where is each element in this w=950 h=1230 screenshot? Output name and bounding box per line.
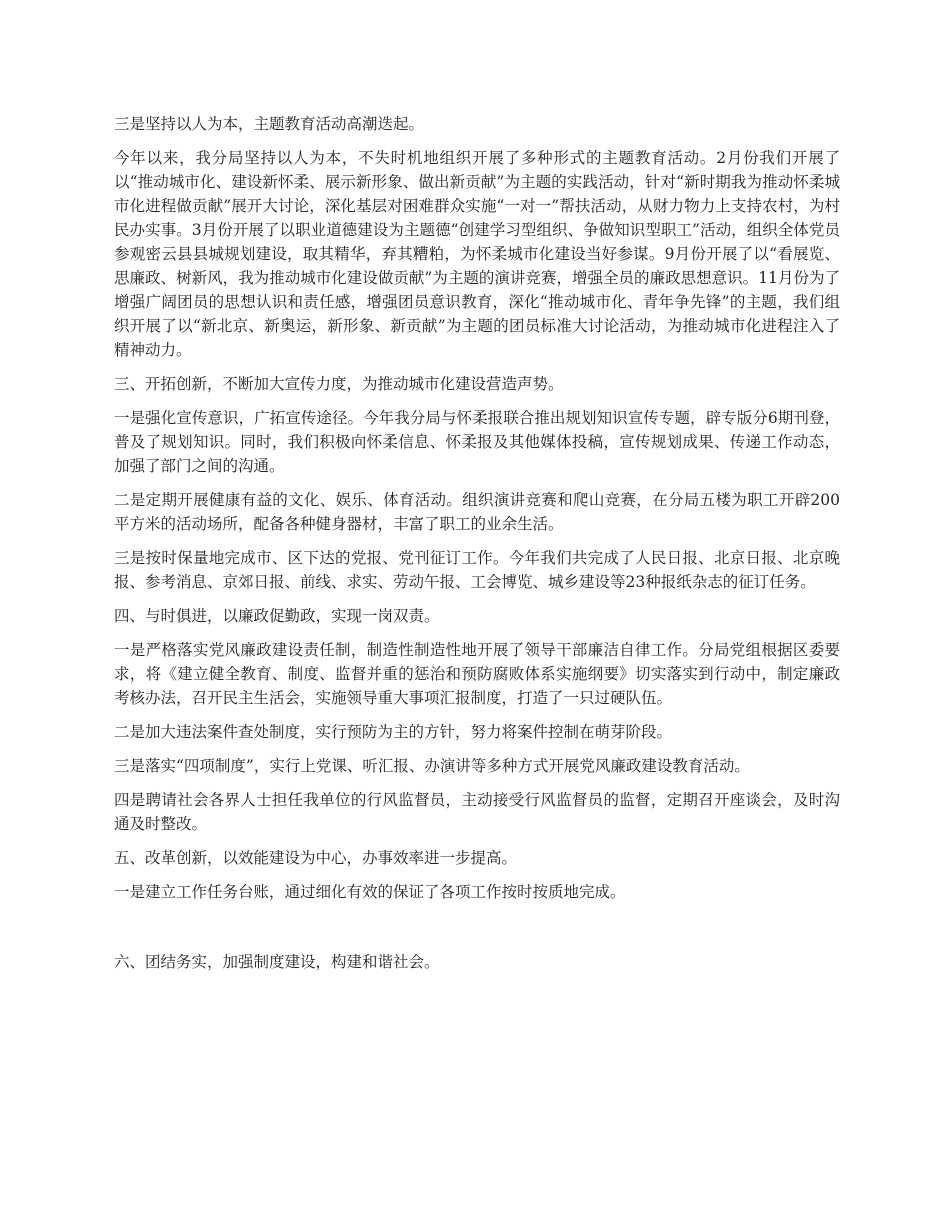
paragraph-2: 今年以来，我分局坚持以人为本，不失时机地组织开展了多种形式的主题教育活动。2月份我们开展了以“推动城市化、建设新怀柔、展示新形象、做出新贡献”为主题的实践活动，针对“新时期我为推动怀柔城市化进程做贡献”展开大讨论，深化基层对困难群众实施“一对一”帮扶活动，从财力物力上支持农村，为村民办实事。3月份开展了以职业道德建设为主题德“创建学习型组织、争做知识型职工”活动，组织全体党员参观密云县县城规划建设，取其精华，弃其糟粕，为怀柔城市化建设当好参谋。9月份开展了以“看展览、思廉政、树新风，我为推动城市化建设做贡献”为主题的演讲竞赛，增强全员的廉政思想意识。11月份为了增强广阔团员的思想认识和责任感，增强团员意识教育，深化“推动城市化、青年争先锋”的主题，我们组织开展了以“新北京、新奥运，新形象、新贡献”为主题的团员标准大讨论活动，为推动城市化进程注入了精神动力。 [114, 149, 840, 359]
section-heading-5: 五、改革创新，以效能建设为中心，办事效率进一步提高。 [114, 849, 518, 867]
section-heading-3: 三、开拓创新，不断加大宣传力度，为推动城市化建设营造声势。 [114, 375, 564, 393]
paragraph-6: 三是按时保量地完成市、区下达的党报、党刊征订工作。今年我们共完成了人民日报、北京日报、北京晚报、参考消息、京郊日报、前线、求实、劳动午报、工会博览、城乡建设等23种报纸杂志的征订任务。 [114, 549, 840, 591]
document-body [114, 112, 840, 984]
paragraph-11: 四是聘请社会各界人士担任我单位的行风监督员，主动接受行风监督员的监督，定期召开座谈会，及时沟通及时整改。 [114, 791, 840, 833]
paragraph-9: 二是加大违法案件查处制度，实行预防为主的方针，努力将案件控制在萌芽阶段。 [114, 723, 673, 741]
paragraph-13: 一是建立工作任务台账，通过细化有效的保证了各项工作按时按质地完成。 [114, 883, 626, 901]
section-heading-4: 四、与时俱进，以廉政促勤政，实现一岗双责。 [114, 607, 440, 625]
paragraph-4: 一是强化宣传意识，广拓宣传途径。今年我分局与怀柔报联合推出规划知识宣传专题，辟专版分6期刊登，普及了规划知识。同时，我们积极向怀柔信息、怀柔报及其他媒体投稿，宣传规划成果、传递工作动态，加强了部门之间的沟通。 [114, 409, 840, 475]
paragraph-8: 一是严格落实党风廉政建设责任制，制造性制造性地开展了领导干部廉洁自律工作。分局党组根据区委要求，将《建立健全教育、制度、监督并重的惩治和预防腐败体系实施纲要》切实落实到行动中，制定廉政考核办法，召开民主生活会，实施领导重大事项汇报制度，打造了一只过硬队伍。 [114, 641, 840, 707]
paragraph-10: 三是落实“四项制度”，实行上党课、听汇报、办演讲等多种方式开展党风廉政建设教育活动。 [114, 757, 750, 775]
paragraph-5: 二是定期开展健康有益的文化、娱乐、体育活动。组织演讲竞赛和爬山竞赛，在分局五楼为职工开辟200平方米的活动场所，配备各种健身器材，丰富了职工的业余生活。 [114, 491, 840, 533]
section-heading-6: 六、团结务实，加强制度建设，构建和谐社会。 [114, 953, 440, 971]
paragraph-1: 三是坚持以人为本，主题教育活动高潮迭起。 [114, 115, 425, 133]
